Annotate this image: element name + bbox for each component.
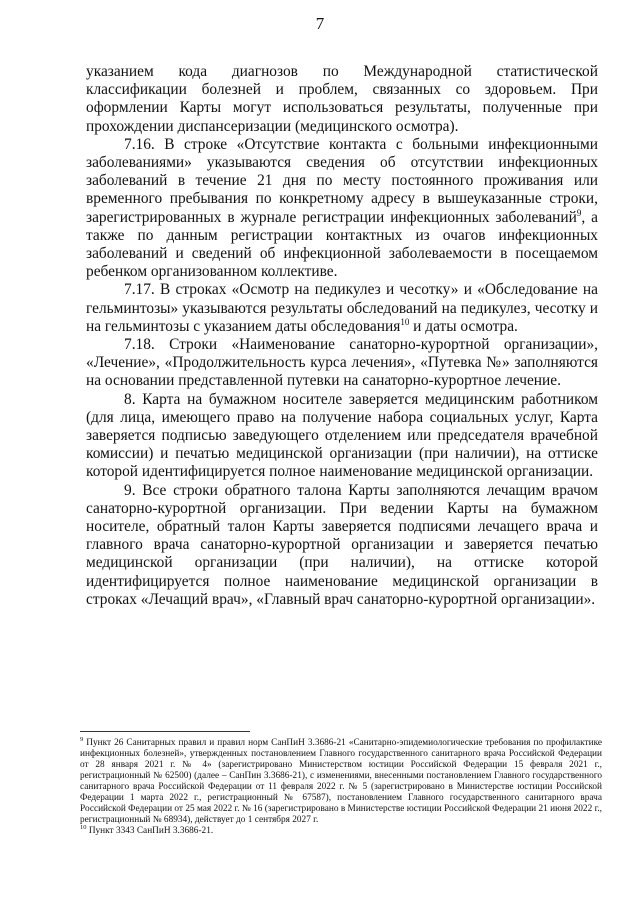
footnote-mark: 9 [80, 735, 84, 743]
document-body [86, 63, 598, 609]
footnote-reference: 9 [576, 207, 582, 218]
footnote-mark: 10 [80, 823, 87, 831]
paragraph-7-18: 7.18. Строки «Наименование санаторно-курортной организации», «Лечение», «Продолжительность курса лечения», «Путевка №» заполняются на основании представленной путевки на санаторно-курортное лечение. [86, 336, 598, 390]
footnote-text: Пункт 26 Санитарных правил и правил норм СанПиН 3.3686-21 «Санитарно-эпидемиологические требования по профилактике инфекционных болезней», утвержденных постановлением Главного государственного санитарного врача Российской Федерации от 28 января 2021 г. № 4» (зарегистрировано Министерством юстиции Российской Федерации 15 февраля 2021 г., регистрационный № 62500) (далее – СанПин 3.3686-21), с изменениями, внесенными постановлением Главного государственного санитарного врача Российской Федерации от 11 февраля 2022 г. № 5 (зарегистрировано в Министерстве юстиции Российской Федерации 1 марта 2022 г., регистрационный № 67587), постановлением Главного государственного санитарного врача Российской Федерации от 25 мая 2022 г. № 16 (зарегистрировано в Министерстве юстиции Российской Федерации 21 июня 2022 г., регистрационный № 68934), действует до 1 сентября 2027 г. [80, 738, 602, 825]
footnote-reference: 10 [400, 316, 410, 327]
paragraph-text: и даты осмотра. [409, 317, 518, 335]
footnote-separator [80, 731, 250, 732]
footnotes [80, 735, 602, 837]
paragraph-text: , а также по данным регистрации контактных из очагов инфекционных заболеваний и сведений об инфекционной заболеваемости в посещаемом ребенком организованном коллективе. [86, 208, 598, 281]
paragraph-text: 7.17. В строках «Осмотр на педикулез и чесотку» и «Обследование на гельминтозы» указываются результаты обследований на педикулез, чесотку и на гельминтозы с указанием даты обследования [86, 281, 598, 335]
paragraph-text: 7.16. В строке «Отсутствие контакта с больными инфекционными заболеваниями» указываются сведения об отсутствии инфекционных заболеваний в течение 21 дня по месту постоянного проживания или временного пребывания по конкретному адресу в вышеуказанные строки, зарегистрированных в журнале регистрации инфекционных заболеваний [86, 135, 598, 226]
paragraph-7-16 [86, 136, 598, 282]
footnote-10 [80, 823, 602, 837]
paragraph-7-17 [86, 281, 598, 336]
paragraph-8: 8. Карта на бумажном носителе заверяется медицинским работником (для лица, имеющего право на получение набора социальных услуг, Карта заверяется подписью заведующего отделением или председателя врачебной комиссии) и печатью медицинской организации (при наличии), на оттиске которой идентифицируется полное наименование медицинской организации. [86, 390, 598, 481]
footnote-9 [80, 735, 602, 826]
paragraph-continuation: указанием кода диагнозов по Международной статистической классификации болезней и проблем, связанных со здоровьем. При оформлении Карты могут использоваться результаты, полученные при прохождении диспансеризации (медицинского осмотра). [86, 63, 598, 135]
page-number: 7 [315, 14, 325, 33]
paragraph-9: 9. Все строки обратного талона Карты заполняются лечащим врачом санаторно-курортной организации. При ведении Карты на бумажном носителе, обратный талон Карты заверяется подписями лечащего врача и главного врача санаторно-курортной организации и заверяется печатью медицинской организации (при наличии), на оттиске которой идентифицируется полное наименование медицинской организации в строках «Лечащий врач», «Главный врач санаторно-курортной организации». [86, 481, 598, 608]
footnote-text: Пункт 3343 СанПиН 3.3686-21. [86, 826, 214, 836]
